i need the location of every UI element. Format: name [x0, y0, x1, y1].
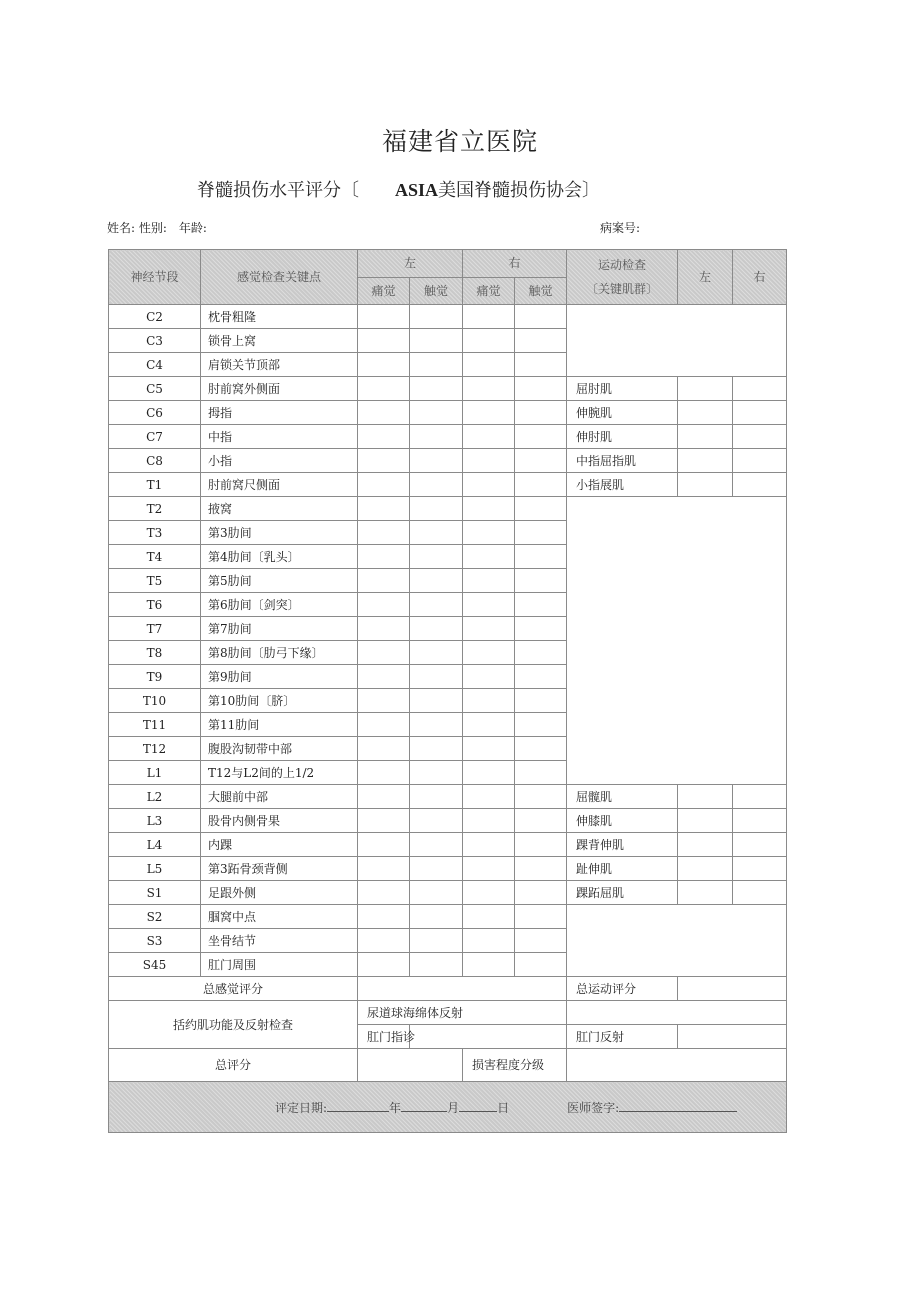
segment-cell: S3 — [109, 929, 201, 953]
segment-cell: T5 — [109, 569, 201, 593]
segment-cell: L5 — [109, 857, 201, 881]
score-left-touch-cell[interactable] — [410, 377, 463, 401]
motor-right-cell[interactable] — [733, 881, 787, 905]
score-left-touch-cell[interactable] — [410, 689, 463, 713]
score-left-touch-cell[interactable] — [410, 881, 463, 905]
score-left-touch-cell[interactable] — [410, 665, 463, 689]
score-right-pain-cell[interactable] — [463, 329, 515, 353]
summary-row — [109, 1049, 787, 1082]
motor-left-cell[interactable] — [678, 473, 733, 497]
score-left-touch-cell[interactable] — [410, 521, 463, 545]
score-left-touch-cell[interactable] — [410, 809, 463, 833]
score-right-pain-cell[interactable] — [463, 809, 515, 833]
day-line[interactable] — [459, 1099, 497, 1112]
segment-cell: T10 — [109, 689, 201, 713]
segment-cell: T2 — [109, 497, 201, 521]
key-muscle-cell: 伸腕肌 — [567, 401, 678, 425]
score-right-pain-cell[interactable] — [463, 953, 515, 977]
bulbocavernosus-value[interactable] — [567, 1001, 787, 1025]
score-right-touch-cell[interactable] — [515, 929, 567, 953]
table-body — [109, 250, 787, 1133]
header-motor-title: 运动检查 — [598, 258, 647, 272]
score-left-pain-cell[interactable] — [358, 953, 410, 977]
score-left-pain-cell[interactable] — [358, 425, 410, 449]
score-left-touch-cell[interactable] — [410, 905, 463, 929]
key-point-cell: 肘前窝尺侧面 — [201, 473, 358, 497]
table-row — [109, 473, 787, 497]
score-left-touch-cell[interactable] — [410, 473, 463, 497]
header-left: 左 — [358, 250, 463, 278]
total-motor-label: 总运动评分 — [567, 977, 678, 1001]
motor-left-cell[interactable] — [678, 809, 733, 833]
score-left-pain-cell[interactable] — [358, 497, 410, 521]
form-subtitle — [197, 176, 600, 202]
score-left-touch-cell[interactable] — [410, 569, 463, 593]
key-muscle-cell: 伸肘肌 — [567, 425, 678, 449]
segment-cell: S45 — [109, 953, 201, 977]
score-right-pain-cell[interactable] — [463, 761, 515, 785]
score-right-pain-cell[interactable] — [463, 305, 515, 329]
motor-right-cell[interactable] — [733, 401, 787, 425]
key-point-cell: 第10肋间〔脐〕 — [201, 689, 358, 713]
key-point-cell: 股骨内侧骨果 — [201, 809, 358, 833]
doctor-signature-line[interactable] — [619, 1099, 737, 1112]
sphincter-label: 括约肌功能及反射检查 — [109, 1001, 358, 1049]
score-right-touch-cell[interactable] — [515, 593, 567, 617]
key-point-cell: 拇指 — [201, 401, 358, 425]
score-right-touch-cell[interactable] — [515, 473, 567, 497]
score-right-pain-cell[interactable] — [463, 929, 515, 953]
anal-reflex-label: 肛门反射 — [567, 1025, 678, 1049]
asia-score-table — [108, 249, 787, 1133]
key-point-cell: 小指 — [201, 449, 358, 473]
score-right-touch-cell[interactable] — [515, 545, 567, 569]
day-label: 日 — [497, 1101, 510, 1115]
score-right-touch-cell[interactable] — [515, 353, 567, 377]
score-left-touch-cell[interactable] — [410, 713, 463, 737]
motor-left-cell[interactable] — [678, 857, 733, 881]
table-row — [109, 857, 787, 881]
segment-cell: C2 — [109, 305, 201, 329]
signature-row — [109, 1082, 787, 1133]
header-motor-sub: 〔关键肌群〕 — [586, 282, 659, 296]
score-left-pain-cell[interactable] — [358, 305, 410, 329]
signature-bar — [109, 1082, 787, 1133]
score-left-pain-cell[interactable] — [358, 569, 410, 593]
score-left-touch-cell[interactable] — [410, 761, 463, 785]
segment-cell: L4 — [109, 833, 201, 857]
motor-blank-block — [567, 905, 787, 977]
date-label: 评定日期: — [275, 1101, 328, 1115]
header-left-pain: 痛觉 — [358, 277, 410, 305]
score-left-pain-cell[interactable] — [358, 929, 410, 953]
score-left-touch-cell[interactable] — [410, 425, 463, 449]
hospital-title: 福建省立医院 — [381, 127, 538, 156]
year-line[interactable] — [327, 1099, 389, 1112]
summary-row — [109, 977, 787, 1001]
key-point-cell: 第8肋间〔肋弓下缘〕 — [201, 641, 358, 665]
score-left-touch-cell[interactable] — [410, 785, 463, 809]
anal-reflex-value[interactable] — [678, 1025, 787, 1049]
table-row — [109, 809, 787, 833]
score-right-touch-cell[interactable] — [515, 425, 567, 449]
anal-exam-value[interactable] — [410, 1025, 567, 1049]
score-left-pain-cell[interactable] — [358, 521, 410, 545]
segment-cell: T7 — [109, 617, 201, 641]
score-right-touch-cell[interactable] — [515, 737, 567, 761]
score-left-touch-cell[interactable] — [410, 929, 463, 953]
score-left-pain-cell[interactable] — [358, 881, 410, 905]
score-right-touch-cell[interactable] — [515, 905, 567, 929]
doctor-signature-label: 医师签字: — [567, 1101, 620, 1115]
score-right-touch-cell[interactable] — [515, 569, 567, 593]
score-right-pain-cell[interactable] — [463, 785, 515, 809]
score-left-touch-cell[interactable] — [410, 641, 463, 665]
motor-right-cell[interactable] — [733, 425, 787, 449]
score-left-touch-cell[interactable] — [410, 305, 463, 329]
score-right-pain-cell[interactable] — [463, 401, 515, 425]
score-right-touch-cell[interactable] — [515, 953, 567, 977]
key-point-cell: 第5肋间 — [201, 569, 358, 593]
score-left-pain-cell[interactable] — [358, 761, 410, 785]
header-key-point: 感觉检查关键点 — [201, 250, 358, 305]
score-right-touch-cell[interactable] — [515, 689, 567, 713]
motor-left-cell[interactable] — [678, 785, 733, 809]
key-point-cell: 中指 — [201, 425, 358, 449]
case-number-label: 病案号: — [600, 221, 641, 235]
summary-row — [109, 1001, 787, 1025]
score-right-pain-cell[interactable] — [463, 569, 515, 593]
score-left-pain-cell[interactable] — [358, 329, 410, 353]
key-point-cell: 第4肋间〔乳头〕 — [201, 545, 358, 569]
score-right-touch-cell[interactable] — [515, 857, 567, 881]
key-point-cell: 肘前窝外侧面 — [201, 377, 358, 401]
score-left-pain-cell[interactable] — [358, 473, 410, 497]
motor-right-cell[interactable] — [733, 833, 787, 857]
key-muscle-cell: 踝跖屈肌 — [567, 881, 678, 905]
key-point-cell: 坐骨结节 — [201, 929, 358, 953]
score-right-pain-cell[interactable] — [463, 641, 515, 665]
motor-blank-block — [567, 305, 787, 377]
score-left-pain-cell[interactable] — [358, 545, 410, 569]
score-left-pain-cell[interactable] — [358, 593, 410, 617]
table-row — [109, 497, 787, 521]
score-left-pain-cell[interactable] — [358, 449, 410, 473]
score-right-pain-cell[interactable] — [463, 617, 515, 641]
key-point-cell: 肛门周围 — [201, 953, 358, 977]
segment-cell: S2 — [109, 905, 201, 929]
segment-cell: L3 — [109, 809, 201, 833]
segment-cell: C4 — [109, 353, 201, 377]
score-right-touch-cell[interactable] — [515, 761, 567, 785]
motor-right-cell[interactable] — [733, 785, 787, 809]
score-left-touch-cell[interactable] — [410, 401, 463, 425]
total-score-value[interactable] — [358, 1049, 463, 1082]
segment-cell: T8 — [109, 641, 201, 665]
header-motor-right: 右 — [733, 250, 787, 305]
key-point-cell: 第3跖骨颈背侧 — [201, 857, 358, 881]
total-sensory-label: 总感觉评分 — [109, 977, 358, 1001]
key-muscle-cell: 趾伸肌 — [567, 857, 678, 881]
header-segment: 神经节段 — [109, 250, 201, 305]
score-right-touch-cell[interactable] — [515, 809, 567, 833]
key-point-cell: 枕骨粗隆 — [201, 305, 358, 329]
total-motor-value[interactable] — [678, 977, 787, 1001]
segment-cell: T6 — [109, 593, 201, 617]
score-left-touch-cell[interactable] — [410, 329, 463, 353]
segment-cell: T4 — [109, 545, 201, 569]
key-point-cell: 腹股沟韧带中部 — [201, 737, 358, 761]
score-right-pain-cell[interactable] — [463, 737, 515, 761]
motor-right-cell[interactable] — [733, 857, 787, 881]
key-point-cell: 内踝 — [201, 833, 358, 857]
header-right-pain: 痛觉 — [463, 277, 515, 305]
table-row — [109, 401, 787, 425]
motor-right-cell[interactable] — [733, 377, 787, 401]
table-row — [109, 881, 787, 905]
segment-cell: C3 — [109, 329, 201, 353]
score-left-pain-cell[interactable] — [358, 905, 410, 929]
key-point-cell: 第3肋间 — [201, 521, 358, 545]
injury-grade-label: 损害程度分级 — [463, 1049, 567, 1082]
score-left-pain-cell[interactable] — [358, 377, 410, 401]
score-right-pain-cell[interactable] — [463, 521, 515, 545]
subtitle-asia: ASIA — [395, 180, 439, 200]
score-right-pain-cell[interactable] — [463, 689, 515, 713]
table-row — [109, 785, 787, 809]
patient-info: 姓名: 性别: 年龄: — [107, 221, 207, 235]
score-left-pain-cell[interactable] — [358, 353, 410, 377]
motor-left-cell[interactable] — [678, 833, 733, 857]
score-right-pain-cell[interactable] — [463, 857, 515, 881]
score-right-pain-cell[interactable] — [463, 713, 515, 737]
score-right-touch-cell[interactable] — [515, 713, 567, 737]
score-right-pain-cell[interactable] — [463, 881, 515, 905]
segment-cell: C7 — [109, 425, 201, 449]
key-point-cell: 第7肋间 — [201, 617, 358, 641]
segment-cell: C5 — [109, 377, 201, 401]
motor-right-cell[interactable] — [733, 809, 787, 833]
score-left-pain-cell[interactable] — [358, 809, 410, 833]
key-point-cell: 第6肋间〔剑突〕 — [201, 593, 358, 617]
key-point-cell: 腘窝中点 — [201, 905, 358, 929]
motor-left-cell[interactable] — [678, 401, 733, 425]
key-point-cell: 足跟外侧 — [201, 881, 358, 905]
motor-right-cell[interactable] — [733, 473, 787, 497]
table-row — [109, 425, 787, 449]
score-left-pain-cell[interactable] — [358, 617, 410, 641]
score-left-pain-cell[interactable] — [358, 737, 410, 761]
score-left-pain-cell[interactable] — [358, 785, 410, 809]
score-left-touch-cell[interactable] — [410, 617, 463, 641]
table-row — [109, 833, 787, 857]
score-right-touch-cell[interactable] — [515, 329, 567, 353]
score-right-touch-cell[interactable] — [515, 641, 567, 665]
total-score-label: 总评分 — [109, 1049, 358, 1082]
score-right-touch-cell[interactable] — [515, 785, 567, 809]
score-right-touch-cell[interactable] — [515, 617, 567, 641]
score-right-touch-cell[interactable] — [515, 665, 567, 689]
segment-cell: T11 — [109, 713, 201, 737]
score-right-touch-cell[interactable] — [515, 881, 567, 905]
subtitle-prefix: 脊髓损伤水平评分〔 — [197, 180, 359, 201]
score-left-touch-cell[interactable] — [410, 857, 463, 881]
score-left-pain-cell[interactable] — [358, 713, 410, 737]
key-point-cell: 第9肋间 — [201, 665, 358, 689]
key-muscle-cell: 踝背伸肌 — [567, 833, 678, 857]
score-left-touch-cell[interactable] — [410, 497, 463, 521]
key-point-cell: 锁骨上窝 — [201, 329, 358, 353]
score-right-pain-cell[interactable] — [463, 905, 515, 929]
total-sensory-value[interactable] — [358, 977, 567, 1001]
table-row — [109, 377, 787, 401]
score-left-pain-cell[interactable] — [358, 665, 410, 689]
key-point-cell: 掖窝 — [201, 497, 358, 521]
score-right-touch-cell[interactable] — [515, 377, 567, 401]
score-left-pain-cell[interactable] — [358, 641, 410, 665]
key-point-cell: 第11肋间 — [201, 713, 358, 737]
segment-cell: C6 — [109, 401, 201, 425]
score-right-touch-cell[interactable] — [515, 449, 567, 473]
header-motor-left: 左 — [678, 250, 733, 305]
injury-grade-value[interactable] — [567, 1049, 787, 1082]
segment-cell: T9 — [109, 665, 201, 689]
score-right-pain-cell[interactable] — [463, 497, 515, 521]
key-muscle-cell: 屈肘肌 — [567, 377, 678, 401]
score-left-pain-cell[interactable] — [358, 857, 410, 881]
score-left-pain-cell[interactable] — [358, 689, 410, 713]
segment-cell: L1 — [109, 761, 201, 785]
motor-right-cell[interactable] — [733, 449, 787, 473]
motor-blank-block — [567, 497, 787, 785]
score-right-pain-cell[interactable] — [463, 473, 515, 497]
score-right-pain-cell[interactable] — [463, 665, 515, 689]
score-right-pain-cell[interactable] — [463, 377, 515, 401]
score-left-touch-cell[interactable] — [410, 545, 463, 569]
segment-cell: T12 — [109, 737, 201, 761]
score-right-touch-cell[interactable] — [515, 521, 567, 545]
anal-exam-label: 肛门指诊 — [358, 1025, 410, 1049]
motor-left-cell[interactable] — [678, 425, 733, 449]
table-row — [109, 449, 787, 473]
key-point-cell: 肩锁关节顶部 — [201, 353, 358, 377]
month-line[interactable] — [401, 1099, 447, 1112]
score-left-touch-cell[interactable] — [410, 353, 463, 377]
motor-left-cell[interactable] — [678, 881, 733, 905]
table-row — [109, 305, 787, 329]
year-label: 年 — [389, 1101, 402, 1115]
score-left-touch-cell[interactable] — [410, 593, 463, 617]
score-right-pain-cell[interactable] — [463, 593, 515, 617]
score-left-touch-cell[interactable] — [410, 737, 463, 761]
score-left-pain-cell[interactable] — [358, 401, 410, 425]
key-muscle-cell: 中指屈指肌 — [567, 449, 678, 473]
subtitle-suffix: 美国脊髓损伤协会〕 — [438, 180, 601, 201]
motor-left-cell[interactable] — [678, 449, 733, 473]
key-point-cell: 大腿前中部 — [201, 785, 358, 809]
month-label: 月 — [447, 1101, 460, 1115]
segment-cell: T1 — [109, 473, 201, 497]
segment-cell: L2 — [109, 785, 201, 809]
score-right-pain-cell[interactable] — [463, 545, 515, 569]
key-muscle-cell: 伸膝肌 — [567, 809, 678, 833]
motor-left-cell[interactable] — [678, 377, 733, 401]
segment-cell: S1 — [109, 881, 201, 905]
header-right-touch: 触觉 — [515, 277, 567, 305]
score-right-touch-cell[interactable] — [515, 497, 567, 521]
score-right-pain-cell[interactable] — [463, 449, 515, 473]
score-right-touch-cell[interactable] — [515, 833, 567, 857]
segment-cell: C8 — [109, 449, 201, 473]
table-row — [109, 905, 787, 929]
header-left-touch: 触觉 — [410, 277, 463, 305]
header-right: 右 — [463, 250, 567, 278]
score-left-pain-cell[interactable] — [358, 833, 410, 857]
score-right-pain-cell[interactable] — [463, 833, 515, 857]
bulbocavernosus-label: 尿道球海绵体反射 — [358, 1001, 567, 1025]
key-point-cell: T12与L2间的上1/2 — [201, 761, 358, 785]
score-right-touch-cell[interactable] — [515, 401, 567, 425]
score-right-pain-cell[interactable] — [463, 353, 515, 377]
key-muscle-cell: 屈髋肌 — [567, 785, 678, 809]
score-right-pain-cell[interactable] — [463, 425, 515, 449]
score-left-touch-cell[interactable] — [410, 449, 463, 473]
key-muscle-cell: 小指展肌 — [567, 473, 678, 497]
header-motor — [567, 250, 678, 305]
score-left-touch-cell[interactable] — [410, 833, 463, 857]
score-left-touch-cell[interactable] — [410, 953, 463, 977]
segment-cell: T3 — [109, 521, 201, 545]
score-right-touch-cell[interactable] — [515, 305, 567, 329]
